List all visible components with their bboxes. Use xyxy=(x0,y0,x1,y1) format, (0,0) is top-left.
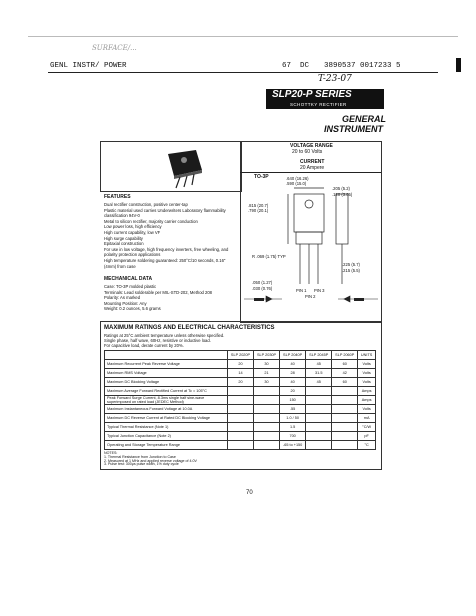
table-row xyxy=(105,378,376,387)
ratings-notes xyxy=(104,452,304,467)
handwritten-date: T-23-07 xyxy=(318,74,352,84)
cell: 20 xyxy=(228,360,254,369)
cell xyxy=(228,414,254,423)
cell xyxy=(254,441,280,450)
cell: Volts xyxy=(358,360,376,369)
cell xyxy=(306,432,332,441)
mechanical-item: Terminals: Lead solderable per MIL-STD-202, Method 208 xyxy=(104,289,212,295)
ratings-table xyxy=(104,350,376,450)
cell: .55 xyxy=(280,405,306,414)
cell: 45 xyxy=(306,378,332,387)
header-cell: SLP 2060P xyxy=(332,351,358,360)
cell: Amps xyxy=(358,387,376,396)
dim-label-6: .790 (20.1) xyxy=(248,208,269,213)
cell: 20 xyxy=(280,387,306,396)
cell xyxy=(306,414,332,423)
cell: 42 xyxy=(332,369,358,378)
cell: 150 xyxy=(280,396,306,405)
header-cell: UNITS xyxy=(358,351,376,360)
cell: -65 to +150 xyxy=(280,441,306,450)
cell xyxy=(306,387,332,396)
dim-label-1: .640 (16.26) xyxy=(286,176,309,181)
cell: °C xyxy=(358,441,376,450)
cell xyxy=(306,441,332,450)
cell xyxy=(332,396,358,405)
feature-item: Plastic material used carries Underwriters Laboratory flammability classification 94V-0 xyxy=(104,207,226,219)
cell xyxy=(228,441,254,450)
scan-top-edge xyxy=(28,36,458,37)
row-label: Maximum DC Reverse Current at Rated DC Blocking Voltage xyxy=(105,414,228,423)
cell: °C/W xyxy=(358,423,376,432)
table-row xyxy=(105,369,376,378)
feature-item: Dual rectifier construction, positive center-tap xyxy=(104,202,188,207)
header-cell xyxy=(105,351,228,360)
dim-label-2: .590 (15.0) xyxy=(286,181,307,186)
header-cell: SLP 2040P xyxy=(280,351,306,360)
cell xyxy=(306,423,332,432)
note-line: 2. Measured at 1 MHz and applied reverse voltage of 4.0V xyxy=(104,458,197,463)
header-cell: SLP 2045P xyxy=(306,351,332,360)
dim-label-14: .030 (0.76) xyxy=(252,286,273,291)
cell xyxy=(254,423,280,432)
table-row xyxy=(105,360,376,369)
package-label: TO-3P xyxy=(254,174,269,180)
dim-label-4: .120 (3.05) xyxy=(332,192,353,197)
header-cell: SLP 2030P xyxy=(254,351,280,360)
feature-item: Low power loss, high efficiency xyxy=(104,224,162,230)
code-dc: DC xyxy=(300,62,310,70)
series-subtitle: SCHOTTKY RECTIFIER xyxy=(290,102,347,107)
cell: 31.5 xyxy=(306,369,332,378)
table-row xyxy=(105,387,376,396)
table-row xyxy=(105,414,376,423)
cell xyxy=(254,432,280,441)
cell xyxy=(332,414,358,423)
cell xyxy=(306,396,332,405)
features-list xyxy=(104,202,238,269)
brand-line-1: GENERAL xyxy=(342,114,387,124)
cell: Volts xyxy=(358,378,376,387)
ratings-note-2: Single phase, half wave, 60Hz, resistive or inductive load. xyxy=(104,338,211,343)
pin-1-label: PIN 1 xyxy=(296,288,307,293)
cell: Amps xyxy=(358,396,376,405)
note-line: NOTES: xyxy=(104,451,118,455)
package-photo xyxy=(160,148,210,190)
row-label: Operating and Storage Temperature Range xyxy=(105,441,228,450)
cell: pF xyxy=(358,432,376,441)
feature-item: Epitaxial construction xyxy=(104,241,144,247)
cell: 30 xyxy=(254,378,280,387)
mechanical-list xyxy=(104,284,238,312)
cell: 60 xyxy=(332,360,358,369)
cell xyxy=(254,405,280,414)
cell xyxy=(254,414,280,423)
series-title: SLP20-P SERIES xyxy=(272,89,352,100)
cell xyxy=(228,405,254,414)
features-heading: FEATURES xyxy=(104,194,131,200)
package-body xyxy=(168,150,202,188)
table-row xyxy=(105,432,376,441)
company-code: GENL INSTR/ POWER xyxy=(50,62,127,70)
feature-item: High current capability, low VF xyxy=(104,229,161,235)
table-header-row xyxy=(105,351,376,360)
pin-3-label: PIN 3 xyxy=(314,288,325,293)
cell xyxy=(306,405,332,414)
mechanical-item: Weight: 0.2 ounces, 5.6 grams xyxy=(104,306,161,312)
cell: 28 xyxy=(280,369,306,378)
note-line: 3. Pulse test: 300μs pulse width, 1% duty cycle xyxy=(104,462,179,467)
row-label: Typical Junction Capacitance (Note 2) xyxy=(105,432,228,441)
cell xyxy=(254,396,280,405)
document-number: 3890537 0017233 5 xyxy=(324,62,401,70)
current-label: CURRENT xyxy=(300,159,325,165)
current-value: 20 Ampere xyxy=(300,165,325,171)
row-label: Maximum Instantaneous Forward Voltage at 10.0A xyxy=(105,405,228,414)
cell xyxy=(332,387,358,396)
header-cell: SLP 2020P xyxy=(228,351,254,360)
dim-label-7: R .069 (1.75) TYP xyxy=(252,254,286,259)
cell: 45 xyxy=(306,360,332,369)
scan-right-mark xyxy=(456,58,461,72)
row-label: Maximum Average Forward Rectified Current at Tc = 105°C xyxy=(105,387,228,396)
feature-item: High surge capability xyxy=(104,235,143,241)
cell xyxy=(228,423,254,432)
header-rule xyxy=(48,72,438,73)
ratings-note-1: Ratings at 25°C ambient temperature unless otherwise specified. xyxy=(104,333,225,338)
cell: 30 xyxy=(254,360,280,369)
table-row xyxy=(105,405,376,414)
cell xyxy=(332,405,358,414)
feature-item: For use in low voltage, high frequency inverters, free wheeling, and polarity protection applications xyxy=(104,246,229,258)
cell: Volts xyxy=(358,369,376,378)
cell xyxy=(254,387,280,396)
cell xyxy=(332,423,358,432)
cell: 700 xyxy=(280,432,306,441)
cell: 14 xyxy=(228,369,254,378)
code-67: 67 xyxy=(282,62,292,70)
dim-label-11: .225 (5.7) xyxy=(342,262,360,267)
note-line: 1. Thermal Resistance from Junction to Case xyxy=(104,454,176,459)
row-label: Typical Thermal Resistance (Note 1) xyxy=(105,423,228,432)
row-label: Maximum RMS Voltage xyxy=(105,369,228,378)
feature-item: High temperature soldering guaranteed: 250°C/10 seconds, 0.16" (4mm) from case xyxy=(104,257,226,269)
page-number: 70 xyxy=(246,490,253,496)
cell: 60 xyxy=(332,378,358,387)
cell: Volts xyxy=(358,405,376,414)
row-label: Maximum Recurrent Peak Reverse Voltage xyxy=(105,360,228,369)
row-label: Peak Forward Surge Current, 8.3ms single half sine-wave superimposed on rated load (JEDEC Method) xyxy=(105,396,228,405)
ratings-heading: MAXIMUM RATINGS AND ELECTRICAL CHARACTERISTICS xyxy=(104,325,275,331)
voltage-range-value: 20 to 60 Volts xyxy=(292,149,323,155)
table-row xyxy=(105,396,376,405)
feature-item: Metal to silicon rectifier, majority carrier conduction xyxy=(104,218,198,224)
cell xyxy=(332,441,358,450)
table-row xyxy=(105,441,376,450)
cell xyxy=(332,432,358,441)
cell: 1.0 / 50 xyxy=(280,414,306,423)
cell: 20 xyxy=(228,378,254,387)
specs-divider xyxy=(240,172,381,173)
handwritten-top-note: SURFACE/... xyxy=(92,44,137,52)
voltage-range-label: VOLTAGE RANGE xyxy=(290,143,333,149)
pin-2-label: PIN 2 xyxy=(305,294,316,299)
cell xyxy=(228,396,254,405)
row-label: Maximum DC Blocking Voltage xyxy=(105,378,228,387)
cell: 40 xyxy=(280,378,306,387)
cell: 21 xyxy=(254,369,280,378)
cell xyxy=(228,432,254,441)
mechanical-heading: MECHANICAL DATA xyxy=(104,276,153,282)
dim-label-3: .205 (5.2) xyxy=(332,186,350,191)
cell: mA xyxy=(358,414,376,423)
cell: 40 xyxy=(280,360,306,369)
table-row xyxy=(105,423,376,432)
cell: 1.5 xyxy=(280,423,306,432)
mechanical-item: Mounting Position: Any xyxy=(104,300,147,306)
cell xyxy=(228,387,254,396)
dim-label-13: .050 (1.27) xyxy=(252,280,273,285)
dim-label-5: .815 (20.7) xyxy=(248,203,269,208)
ratings-note-3: For capacitive load, derate current by 20%. xyxy=(104,343,184,348)
mechanical-item: Case: TO-3P molded plastic xyxy=(104,284,157,289)
brand-line-2: INSTRUMENT xyxy=(324,124,383,134)
mechanical-item: Polarity: As marked xyxy=(104,295,141,301)
dim-label-12: .215 (5.5) xyxy=(342,268,360,273)
